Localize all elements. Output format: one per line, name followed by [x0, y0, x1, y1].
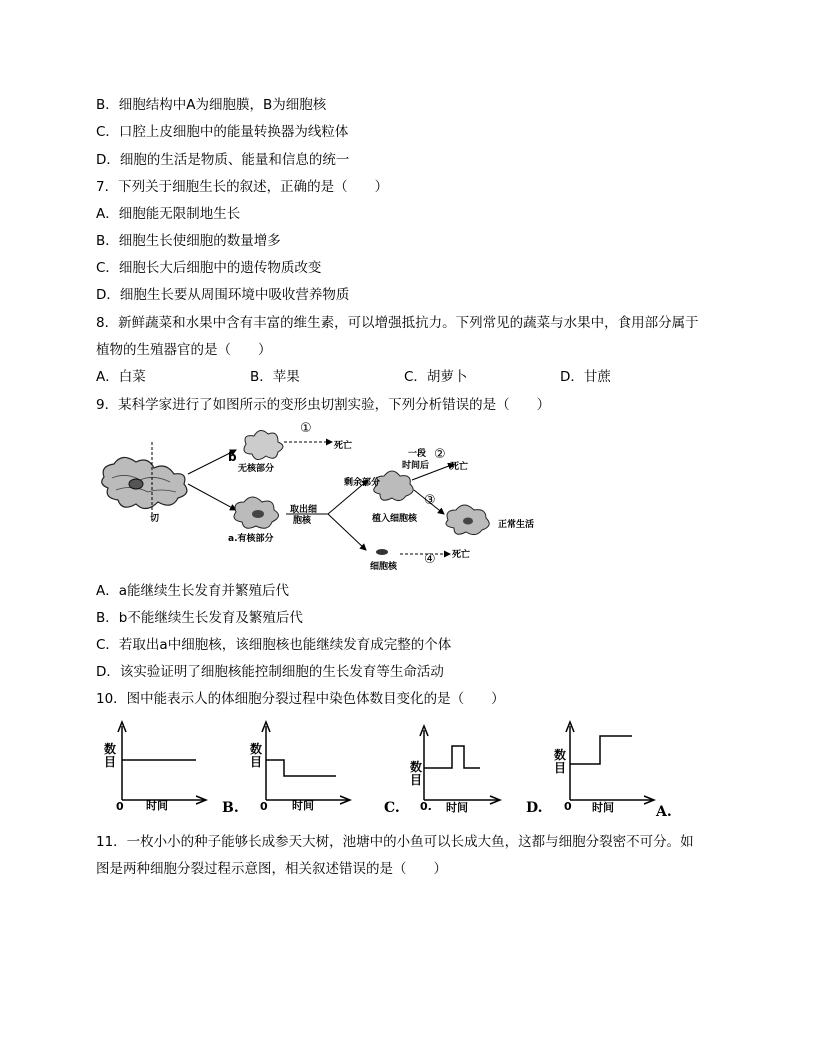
fig-a-nucleus-label: a.有核部分 — [228, 534, 274, 544]
q10-graph-b-line — [266, 760, 336, 776]
q8-stem-line1: 8．新鲜蔬菜和水果中含有丰富的维生素，可以增强抵抗力。下列常见的蔬菜与水果中，食用部分属于 — [96, 315, 699, 331]
fig-death-1: 死亡 — [334, 441, 353, 451]
fig-remove-2: 胞核 — [293, 516, 312, 526]
no-nucleus-amoeba-icon — [244, 430, 283, 459]
q8-option-b: B．苹果 — [250, 369, 300, 385]
fig-step-4: ④ — [424, 552, 436, 567]
fig-step-3: ③ — [424, 493, 436, 508]
q8-stem-line2: 植物的生殖器官的是（ ） — [96, 342, 272, 358]
fig-step-1: ① — [300, 421, 312, 436]
q10-graph-d-xlabel: 时间 — [592, 801, 614, 814]
q11-stem-line1: 11．一枚小小的种子能够长成参天大树，池塘中的小鱼可以长成大鱼，这都与细胞分裂密不可分。如 — [96, 834, 694, 850]
q10-graph-a-ylabel-2: 目 — [104, 755, 117, 769]
q11-stem-line2: 图是两种细胞分裂过程示意图，相关叙述错误的是（ ） — [96, 861, 447, 877]
q10-graph-c-line — [424, 746, 480, 768]
q10-graph-d-ylabel-1: 数 — [554, 748, 567, 762]
q7-option-c: C．细胞长大后细胞中的遗传物质改变 — [96, 260, 322, 276]
q10-graph-c-xlabel: 时间 — [446, 801, 468, 814]
fig-death-2: 死亡 — [450, 462, 469, 472]
fig-time-1: 一段 — [408, 449, 427, 459]
q10-graph-d-ylabel-2: 目 — [554, 761, 567, 775]
q9-stem: 9．某科学家进行了如图所示的变形虫切割实验，下列分析错误的是（ ） — [96, 397, 551, 413]
fig-b-label: b — [228, 450, 237, 464]
fig-step-2: ② — [434, 447, 446, 462]
q10-stem: 10．图中能表示人的体细胞分裂过程中染色体数目变化的是（ ） — [96, 691, 505, 707]
q10-graph-b-origin: 0 — [260, 800, 268, 813]
q9-option-b: B．b不能继续生长发育及繁殖后代 — [96, 610, 303, 626]
fig-remove-1: 取出细 — [290, 505, 318, 515]
q8-option-c: C．胡萝卜 — [404, 369, 468, 385]
q7-option-a: A．细胞能无限制地生长 — [96, 206, 241, 222]
amoeba-experiment-figure — [96, 422, 556, 572]
q9-option-c: C．若取出a中细胞核，该细胞核也能继续发育成完整的个体 — [96, 637, 452, 653]
fig-time-2: 时间后 — [402, 461, 430, 471]
q6-option-c: C．口腔上皮细胞中的能量转换器为线粒体 — [96, 124, 349, 140]
q9-option-d: D．该实验证明了细胞核能控制细胞的生长发育等生命活动 — [96, 664, 444, 680]
q10-graph-d-line — [570, 736, 632, 764]
fig-normal-label: 正常生活 — [498, 520, 535, 530]
q10-label-b: B. — [222, 800, 239, 816]
fig-cut-label: 切 — [150, 514, 160, 524]
isolated-nucleus-icon — [376, 549, 388, 555]
q10-graph-a-origin: 0 — [116, 800, 124, 813]
q10-label-a: A. — [656, 804, 672, 820]
q10-label-c: C. — [384, 800, 400, 816]
q10-graph-a-ylabel-1: 数 — [104, 742, 117, 756]
fig-nucleus-label: 细胞核 — [370, 562, 398, 572]
fig-no-nucleus-label: 无核部分 — [238, 464, 275, 474]
fig-remaining-label: 剩余部分 — [344, 478, 381, 488]
nucleus-amoeba-icon — [234, 497, 279, 528]
q7-stem: 7．下列关于细胞生长的叙述，正确的是（ ） — [96, 179, 389, 195]
q10-graph-c-origin: 0. — [420, 800, 432, 813]
q10-graph-a-xlabel: 时间 — [146, 799, 168, 812]
q9-option-a: A．a能继续生长发育并繁殖后代 — [96, 583, 290, 599]
q6-option-b: B．细胞结构中A为细胞膜，B为细胞核 — [96, 97, 327, 113]
q8-option-d: D．甘蔗 — [560, 369, 611, 385]
normal-amoeba-icon — [446, 505, 489, 535]
whole-amoeba-icon — [102, 457, 187, 508]
q10-graph-b-ylabel-2: 目 — [250, 755, 263, 769]
q8-option-a: A．白菜 — [96, 369, 146, 385]
q10-graph-d-origin: 0 — [564, 800, 572, 813]
q7-option-d: D．细胞生长要从周围环境中吸收营养物质 — [96, 287, 350, 303]
q6-option-d: D．细胞的生活是物质、能量和信息的统一 — [96, 152, 350, 168]
q10-label-d: D. — [526, 800, 543, 816]
q10-graph-c-ylabel-2: 目 — [410, 773, 423, 787]
fig-implant-label: 植入细胞核 — [372, 514, 418, 524]
q7-option-b: B．细胞生长使细胞的数量增多 — [96, 233, 281, 249]
q10-graph-b-xlabel: 时间 — [292, 799, 314, 812]
fig-death-3: 死亡 — [452, 550, 471, 560]
q10-graph-b-ylabel-1: 数 — [250, 742, 263, 756]
q10-graph-c-ylabel-1: 数 — [410, 760, 423, 774]
